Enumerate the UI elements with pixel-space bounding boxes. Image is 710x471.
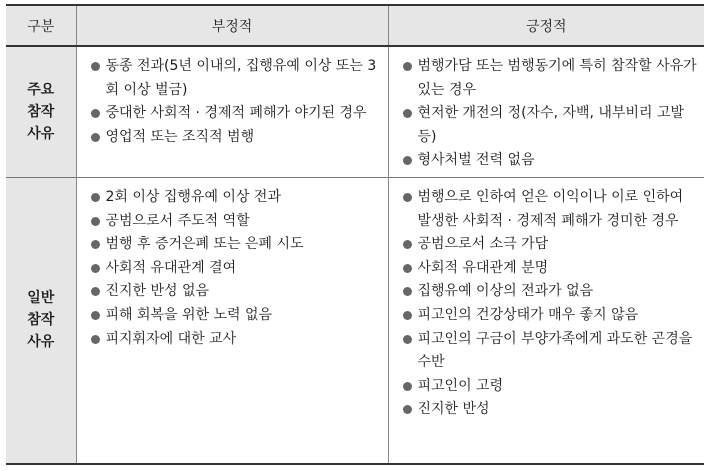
list-item: 피지휘자에 대한 교사 — [91, 328, 382, 352]
list-item: 피고인의 건강상태가 매우 좋지 않음 — [403, 304, 699, 328]
major-positive-cell — [388, 46, 704, 177]
list-item: 사회적 유대관계 분명 — [403, 257, 699, 281]
general-positive-cell — [388, 177, 704, 464]
list-item: 동종 전과(5년 이내의, 집행유예 이상 또는 3회 이상 벌금) — [91, 55, 382, 102]
header-category: 구분 — [6, 5, 76, 46]
general-negative-list — [77, 178, 388, 355]
major-positive-list — [389, 47, 705, 177]
header-row — [6, 5, 704, 46]
list-item: 중대한 사회적 · 경제적 폐해가 야기된 경우 — [91, 102, 382, 126]
row-label-line: 일반 — [27, 290, 55, 307]
table-row-general-factors — [6, 177, 704, 464]
list-item: 사회적 유대관계 결여 — [91, 257, 382, 281]
list-item: 진지한 반성 — [403, 398, 699, 422]
row-label-line: 사유 — [27, 334, 55, 351]
list-item: 범행으로 인하여 얻은 이익이나 이로 인하여 발생한 사회적 · 경제적 폐해가 경미한 경우 — [403, 186, 699, 233]
list-item: 피해 회복을 위한 노력 없음 — [91, 304, 382, 328]
list-item: 진지한 반성 없음 — [91, 280, 382, 304]
general-positive-list — [389, 178, 705, 426]
list-item: 형사처벌 전력 없음 — [403, 149, 699, 173]
row-label-line: 사유 — [27, 125, 55, 142]
list-item: 공범으로서 소극 가담 — [403, 233, 699, 257]
sentencing-factors-table — [6, 4, 704, 465]
sentencing-factors-table-wrapper — [6, 4, 704, 466]
major-negative-list — [77, 47, 388, 153]
list-item: 2회 이상 집행유예 이상 전과 — [91, 186, 382, 210]
list-item: 현저한 개전의 정(자수, 자백, 내부비리 고발 등) — [403, 102, 699, 149]
list-item: 공범으로서 주도적 역할 — [91, 210, 382, 234]
row-label-line: 주요 — [27, 81, 55, 98]
list-item: 피고인이 고령 — [403, 375, 699, 399]
table-row-major-factors — [6, 46, 704, 177]
row-label-general — [6, 177, 76, 464]
row-label-major — [6, 46, 76, 177]
list-item: 피고인의 구금이 부양가족에게 과도한 곤경을 수반 — [403, 328, 699, 375]
header-positive: 긍정적 — [388, 5, 704, 46]
row-label-line: 참작 — [27, 103, 55, 120]
major-negative-cell — [76, 46, 388, 177]
general-negative-cell — [76, 177, 388, 464]
list-item: 집행유예 이상의 전과가 없음 — [403, 280, 699, 304]
row-label-line: 참작 — [27, 312, 55, 329]
list-item: 영업적 또는 조직적 범행 — [91, 126, 382, 150]
list-item: 범행 후 증거은폐 또는 은폐 시도 — [91, 233, 382, 257]
list-item: 범행가담 또는 범행동기에 특히 참작할 사유가 있는 경우 — [403, 55, 699, 102]
header-negative: 부정적 — [76, 5, 388, 46]
